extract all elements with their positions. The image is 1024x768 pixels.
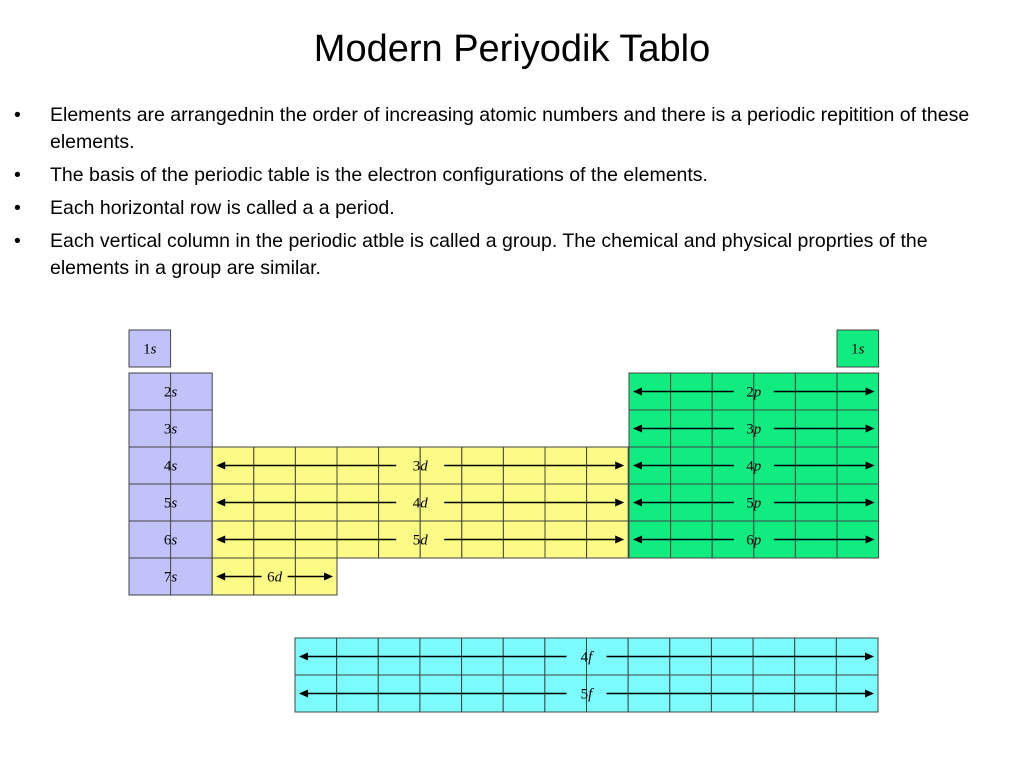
s-block-label-7: 7s [163,569,178,586]
p-block-row-4-label: 4p [746,458,762,475]
s-block-label-2: 2s [163,384,178,401]
bullet-dot: • [14,230,21,252]
bullet-text: Each vertical column in the periodic atble is called a group. The chemical and physical proprties of the elements in a group are similar. [50,230,928,279]
d-block-row-4-label: 3d [412,458,428,475]
d-block-row-7-label: 6d [267,569,283,586]
s-block-label-1: 1s [143,341,157,358]
bullet-text: Elements are arrangednin the order of increasing atomic numbers and there is a periodic repitition of these elements. [50,104,970,153]
p-block-row-6-label: 6p [746,532,762,549]
p-block-row-3-label: 3p [746,421,762,438]
s-block-label-6: 6s [163,532,178,549]
bullet-text: The basis of the periodic table is the electron configurations of the elements. [50,164,708,186]
bullet-dot: • [14,164,21,186]
p-block-row-5-label: 5p [746,495,762,512]
s-block-label-3: 3s [163,421,178,438]
slide-title: Modern Periyodik Tablo [313,28,711,70]
d-block-row-5-label: 4d [412,495,428,512]
d-block-row-6-label: 5d [412,532,428,549]
bullet-dot: • [14,197,21,219]
f-block-row-5-label: 5f [580,686,593,703]
p-block-row-2-label: 2p [746,384,762,401]
f-block-row-4-label: 4f [580,649,593,666]
bullet-dot: • [14,104,21,126]
bullet-text: Each horizontal row is called a a period. [50,197,395,219]
s-block-label-5: 5s [163,495,178,512]
p-block-helium-label: 1s [851,341,865,358]
s-block-label-4: 4s [163,458,178,475]
